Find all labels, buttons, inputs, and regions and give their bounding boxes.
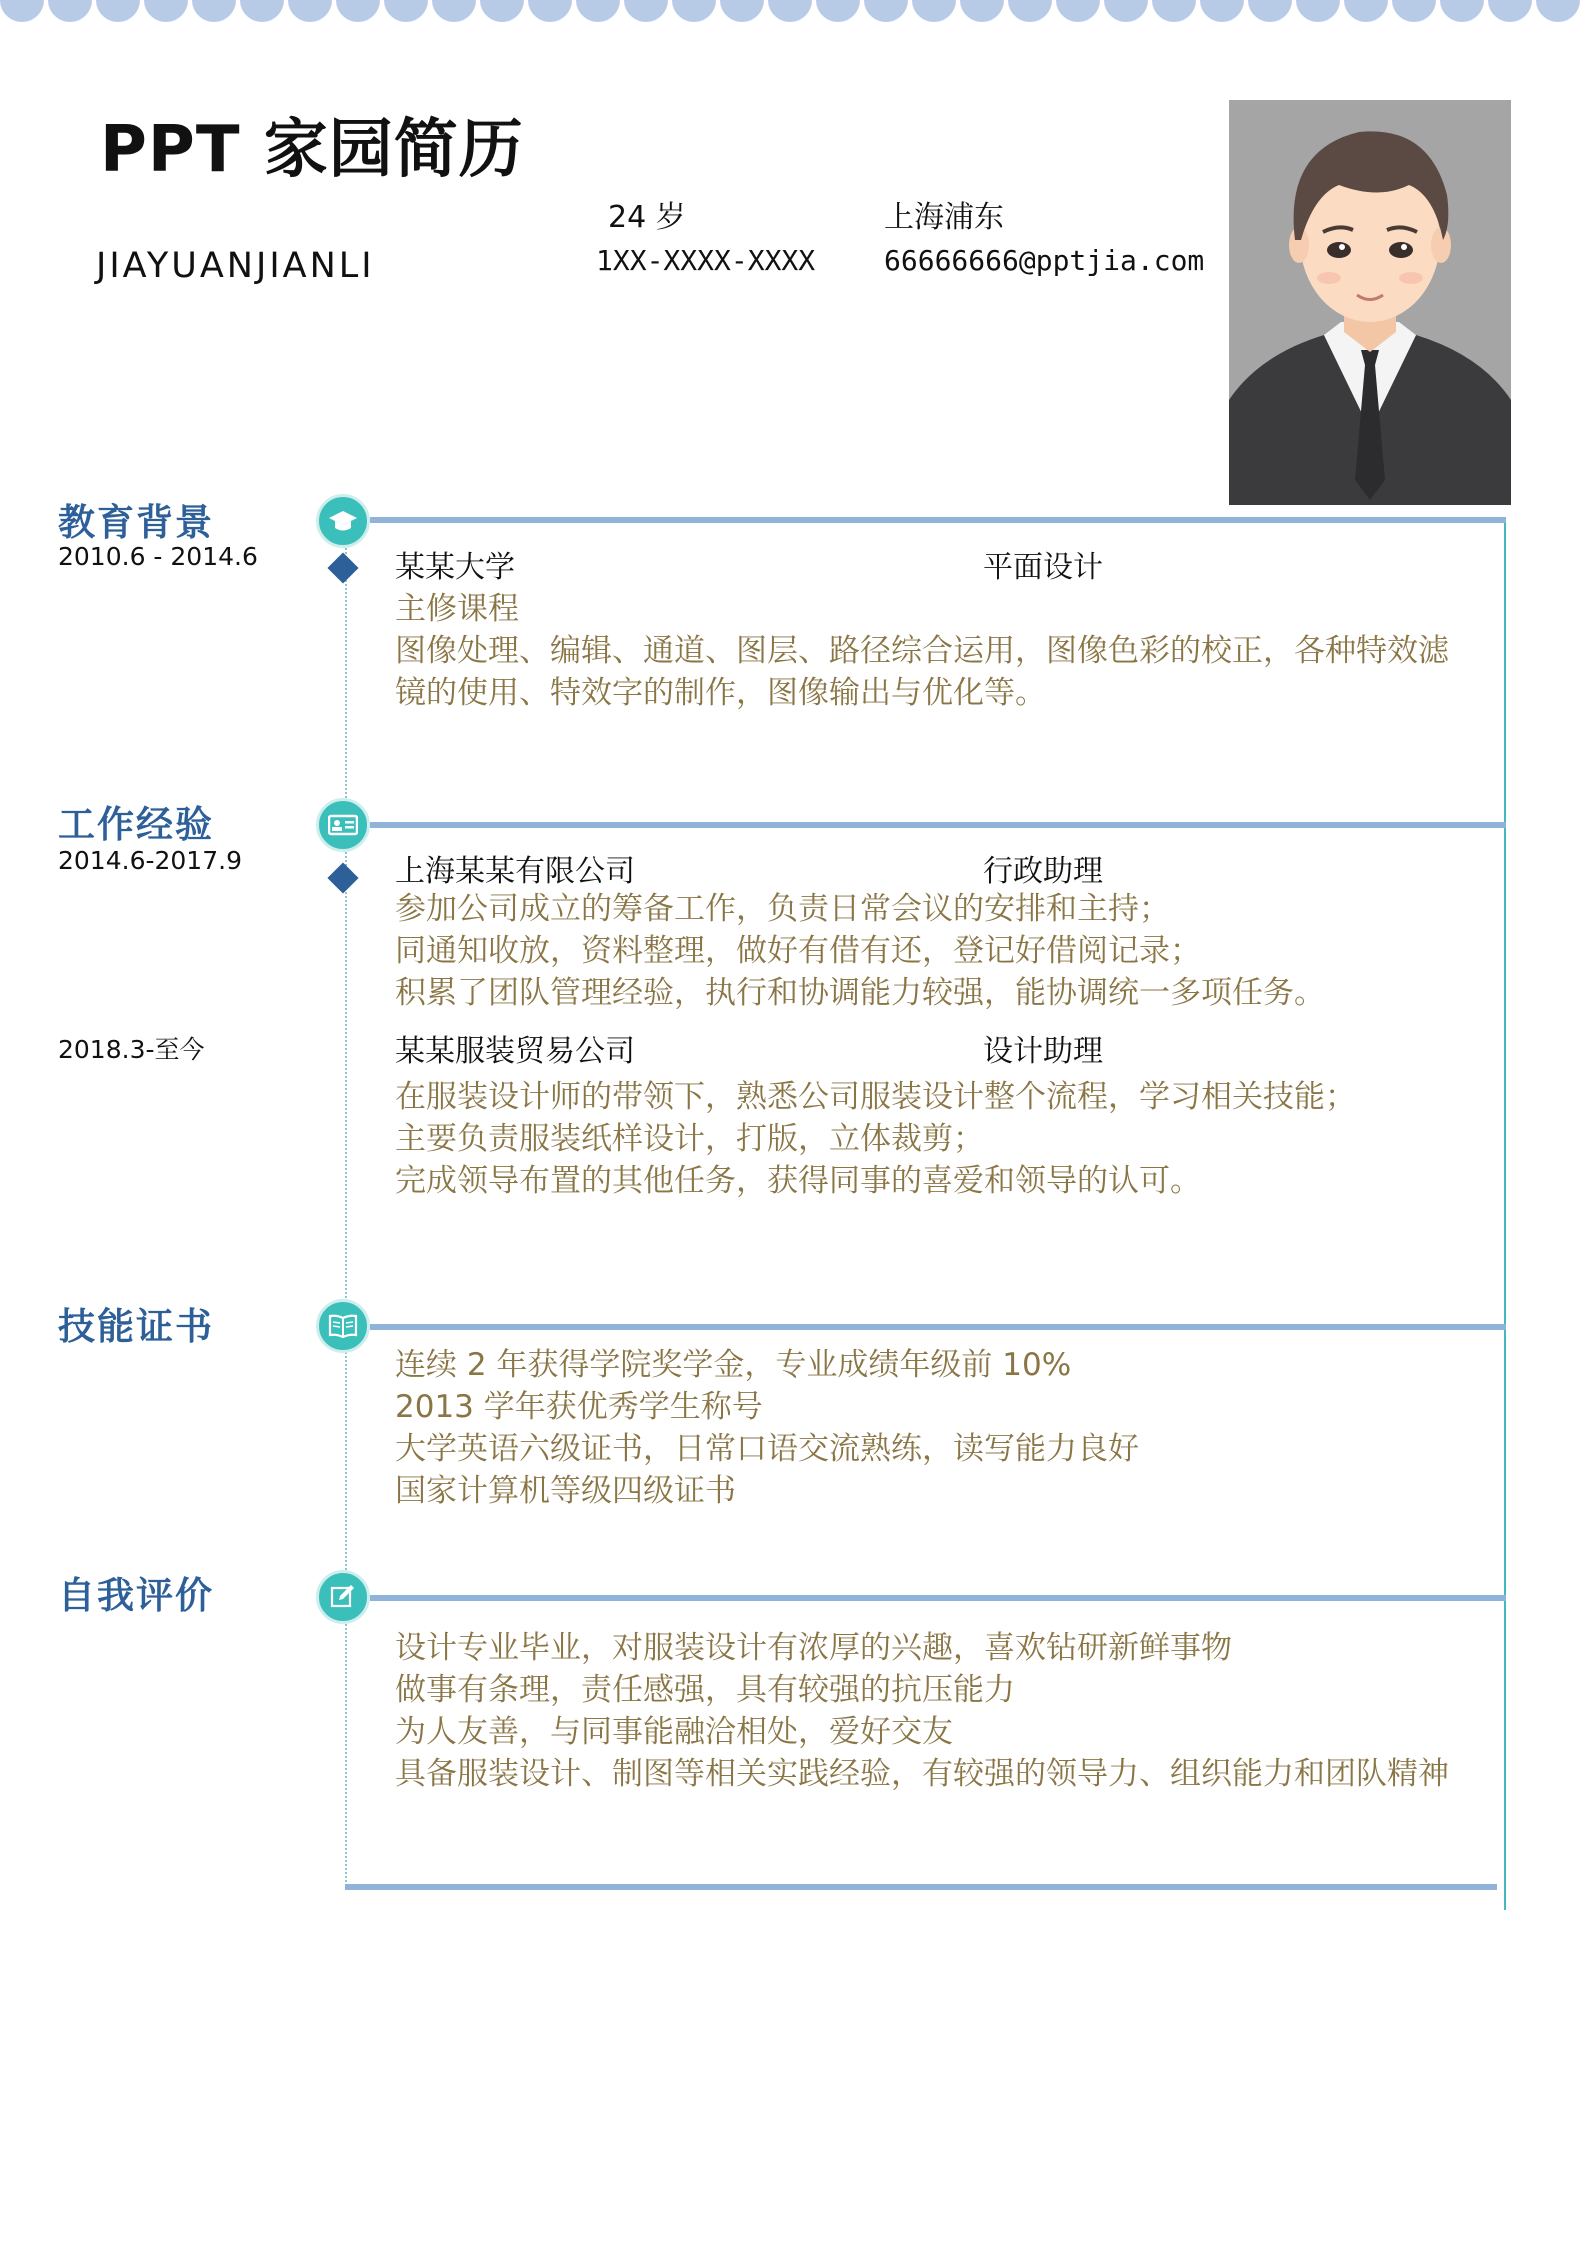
scalloped-border xyxy=(0,0,1587,28)
work-description-2 xyxy=(395,1076,1356,1202)
scallop-shape xyxy=(1392,0,1436,22)
scallop-shape xyxy=(1440,0,1484,22)
education-description xyxy=(395,588,1449,714)
scallop-shape xyxy=(864,0,908,22)
self-eval-divider xyxy=(370,1595,1506,1601)
work-diamond-marker xyxy=(327,862,358,893)
skill-line: 连续 2 年获得学院奖学金，专业成绩年级前 10% xyxy=(395,1347,1072,1383)
work-position-2: 设计助理 xyxy=(983,1034,1103,1069)
work-line: 参加公司成立的筹备工作，负责日常会议的安排和主持； xyxy=(395,891,1170,927)
graduation-cap-icon xyxy=(316,494,370,548)
scallop-shape xyxy=(1536,0,1580,22)
profile-photo xyxy=(1229,100,1511,505)
skill-line: 大学英语六级证书，日常口语交流熟练，读写能力良好 xyxy=(395,1431,1139,1467)
work-line: 在服装设计师的带领下，熟悉公司服装设计整个流程，学习相关技能； xyxy=(395,1079,1356,1115)
scallop-shape xyxy=(1104,0,1148,22)
scallop-shape xyxy=(480,0,524,22)
education-diamond-marker xyxy=(327,552,358,583)
scallop-shape xyxy=(816,0,860,22)
education-heading: 教育背景 xyxy=(58,501,214,544)
education-line: 图像处理、编辑、通道、图层、路径综合运用，图像色彩的校正，各种特效滤 xyxy=(395,633,1449,669)
edit-icon xyxy=(316,1570,370,1624)
scallop-shape xyxy=(1152,0,1196,22)
scallop-shape xyxy=(1344,0,1388,22)
scallop-shape xyxy=(0,0,44,22)
scallop-shape xyxy=(336,0,380,22)
work-position-1: 行政助理 xyxy=(983,854,1103,889)
scallop-shape xyxy=(240,0,284,22)
scallop-shape xyxy=(384,0,428,22)
skills-list xyxy=(395,1344,1139,1512)
skills-divider xyxy=(370,1324,1506,1330)
self-eval-line: 为人友善，与同事能融洽相处，爱好交友 xyxy=(395,1714,953,1750)
scallop-shape xyxy=(720,0,764,22)
scallop-shape xyxy=(576,0,620,22)
scallop-shape xyxy=(912,0,956,22)
education-major: 平面设计 xyxy=(983,550,1103,585)
scallop-shape xyxy=(48,0,92,22)
skills-heading: 技能证书 xyxy=(58,1305,214,1348)
education-divider xyxy=(370,517,1506,523)
scallop-shape xyxy=(672,0,716,22)
work-line: 同通知收放，资料整理，做好有借有还，登记好借阅记录； xyxy=(395,933,1201,969)
self-eval-heading: 自我评价 xyxy=(58,1574,214,1617)
scallop-shape xyxy=(1056,0,1100,22)
work-heading: 工作经验 xyxy=(58,803,214,846)
scallop-shape xyxy=(432,0,476,22)
resume-title: PPT 家园简历 xyxy=(100,113,524,187)
work-company-1: 上海某某有限公司 xyxy=(395,854,635,889)
scallop-shape xyxy=(768,0,812,22)
scallop-shape xyxy=(288,0,332,22)
bottom-divider xyxy=(345,1884,1497,1890)
work-description-1 xyxy=(395,888,1325,1014)
education-school: 某某大学 xyxy=(395,550,515,585)
age-text: 24 岁 xyxy=(608,200,686,235)
education-line: 主修课程 xyxy=(395,591,519,627)
scallop-shape xyxy=(192,0,236,22)
phone-text: 1XX-XXXX-XXXX xyxy=(596,244,816,277)
self-eval-line: 设计专业毕业，对服装设计有浓厚的兴趣，喜欢钻研新鲜事物 xyxy=(395,1630,1232,1666)
scallop-shape xyxy=(1248,0,1292,22)
scallop-shape xyxy=(528,0,572,22)
work-date-2: 2018.3-至今 xyxy=(58,1035,205,1064)
email-text: 66666666@pptjia.com xyxy=(884,244,1205,277)
scallop-shape xyxy=(1296,0,1340,22)
work-date-1: 2014.6-2017.9 xyxy=(58,846,242,875)
resume-subtitle: JIAYUANJIANLI xyxy=(96,246,375,286)
education-date: 2010.6 - 2014.6 xyxy=(58,542,258,571)
skill-line: 国家计算机等级四级证书 xyxy=(395,1473,736,1509)
skill-line: 2013 学年获优秀学生称号 xyxy=(395,1389,763,1425)
id-card-icon xyxy=(316,798,370,852)
education-line: 镜的使用、特效字的制作，图像输出与优化等。 xyxy=(395,675,1046,711)
scallop-shape xyxy=(1008,0,1052,22)
scallop-shape xyxy=(1488,0,1532,22)
book-icon xyxy=(316,1299,370,1353)
scallop-shape xyxy=(1200,0,1244,22)
scallop-shape xyxy=(96,0,140,22)
timeline-right-line xyxy=(1504,520,1506,1910)
scallop-shape xyxy=(144,0,188,22)
self-eval-line: 具备服装设计、制图等相关实践经验，有较强的领导力、组织能力和团队精神 xyxy=(395,1756,1449,1792)
timeline-left-line xyxy=(345,520,347,1890)
location-text: 上海浦东 xyxy=(884,200,1004,235)
scallop-shape xyxy=(624,0,668,22)
work-line: 主要负责服装纸样设计，打版，立体裁剪； xyxy=(395,1121,984,1157)
work-divider xyxy=(370,822,1506,828)
work-line: 积累了团队管理经验，执行和协调能力较强，能协调统一多项任务。 xyxy=(395,975,1325,1011)
self-eval-line: 做事有条理，责任感强，具有较强的抗压能力 xyxy=(395,1672,1015,1708)
work-line: 完成领导布置的其他任务，获得同事的喜爱和领导的认可。 xyxy=(395,1163,1201,1199)
self-eval-list xyxy=(395,1627,1449,1795)
work-company-2: 某某服装贸易公司 xyxy=(395,1034,635,1069)
scallop-shape xyxy=(960,0,1004,22)
